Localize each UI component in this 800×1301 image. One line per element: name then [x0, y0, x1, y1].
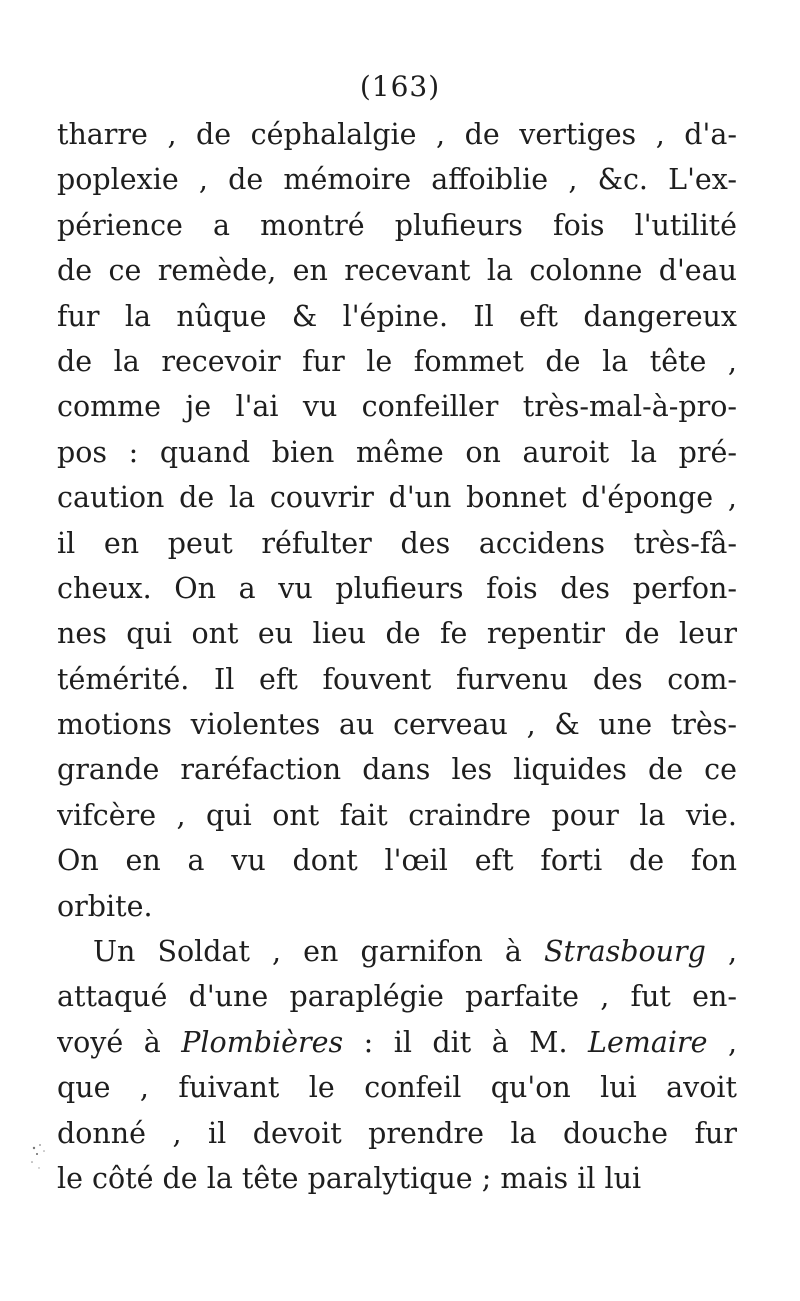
- text-line: [57, 430, 737, 475]
- text-line: [57, 974, 737, 1019]
- text-segment: cheux. On a vu plufieurs fois des perfon-: [57, 571, 737, 605]
- text-segment: il en peut réfulter des accidens très-fâ-: [57, 526, 737, 560]
- ink-specks: [28, 1140, 58, 1180]
- text-segment: périence a montré plufieurs fois l'utilité: [57, 208, 737, 242]
- text-segment: que , fuivant le confeil qu'on lui avoit: [57, 1071, 737, 1105]
- text-line: [57, 657, 737, 702]
- body-text: [57, 112, 737, 1201]
- text-line: [57, 384, 737, 429]
- text-line: [57, 611, 737, 656]
- text-segment: grande raréfaction dans les liquides de ce: [57, 753, 737, 787]
- text-segment: de ce remède, en recevant la colonne d'eau: [57, 254, 737, 288]
- text-segment: Un Soldat , en garnifon à: [93, 935, 545, 969]
- text-segment: comme je l'ai vu confeiller très-mal-à-pro-: [57, 390, 737, 424]
- text-line: [57, 475, 737, 520]
- text-line: [57, 112, 737, 157]
- text-segment: ,: [705, 935, 737, 969]
- text-line: [57, 1020, 737, 1065]
- text-segment: témérité. Il eft fouvent furvenu des com-: [57, 662, 737, 696]
- text-segment: pos : quand bien même on auroit la pré-: [57, 435, 737, 469]
- text-line: [57, 1111, 737, 1156]
- text-segment: fur la nûque & l'épine. Il eft dangereux: [57, 299, 737, 333]
- text-line: [57, 702, 737, 747]
- text-segment: attaqué d'une paraplégie parfaite , fut en-: [57, 980, 737, 1014]
- text-line: [57, 339, 737, 384]
- text-segment: orbite.: [57, 889, 153, 923]
- text-segment: caution de la couvrir d'un bonnet d'éponge ,: [57, 481, 737, 515]
- text-segment: vifcère , qui ont fait craindre pour la vie.: [57, 798, 737, 832]
- text-line: [57, 203, 737, 248]
- text-segment: voyé à: [57, 1025, 182, 1059]
- text-line: [57, 1065, 737, 1110]
- text-segment: poplexie , de mémoire affoiblie , &c. L'ex-: [57, 163, 737, 197]
- page-number: (163): [359, 70, 441, 103]
- text-segment: de la recevoir fur le fommet de la tête ,: [57, 344, 737, 378]
- text-line: [57, 521, 737, 566]
- text-line: [57, 747, 737, 792]
- text-line: [57, 1156, 737, 1201]
- text-segment: le côté de la tête paralytique ; mais il lui: [57, 1161, 642, 1195]
- text-line: [57, 294, 737, 339]
- text-segment: tharre , de céphalalgie , de vertiges , d'a-: [57, 118, 737, 151]
- text-segment: ,: [707, 1025, 737, 1059]
- text-segment: motions violentes au cerveau , & une très-: [57, 708, 737, 742]
- italic-text: Plombières: [181, 1025, 344, 1059]
- text-line: [57, 929, 737, 974]
- text-segment: nes qui ont eu lieu de fe repentir de leur: [57, 617, 737, 651]
- text-line: [57, 566, 737, 611]
- text-segment: : il dit à M.: [343, 1025, 589, 1059]
- text-line: [57, 157, 737, 202]
- text-line: [57, 838, 737, 883]
- text-segment: donné , il devoit prendre la douche fur: [57, 1116, 737, 1150]
- text-line: [57, 884, 737, 929]
- italic-text: Lemaire: [588, 1025, 708, 1059]
- text-line: [57, 793, 737, 838]
- text-segment: On en a vu dont l'œil eft forti de fon: [57, 844, 737, 878]
- italic-text: Strasbourg: [544, 935, 706, 969]
- text-line: [57, 248, 737, 293]
